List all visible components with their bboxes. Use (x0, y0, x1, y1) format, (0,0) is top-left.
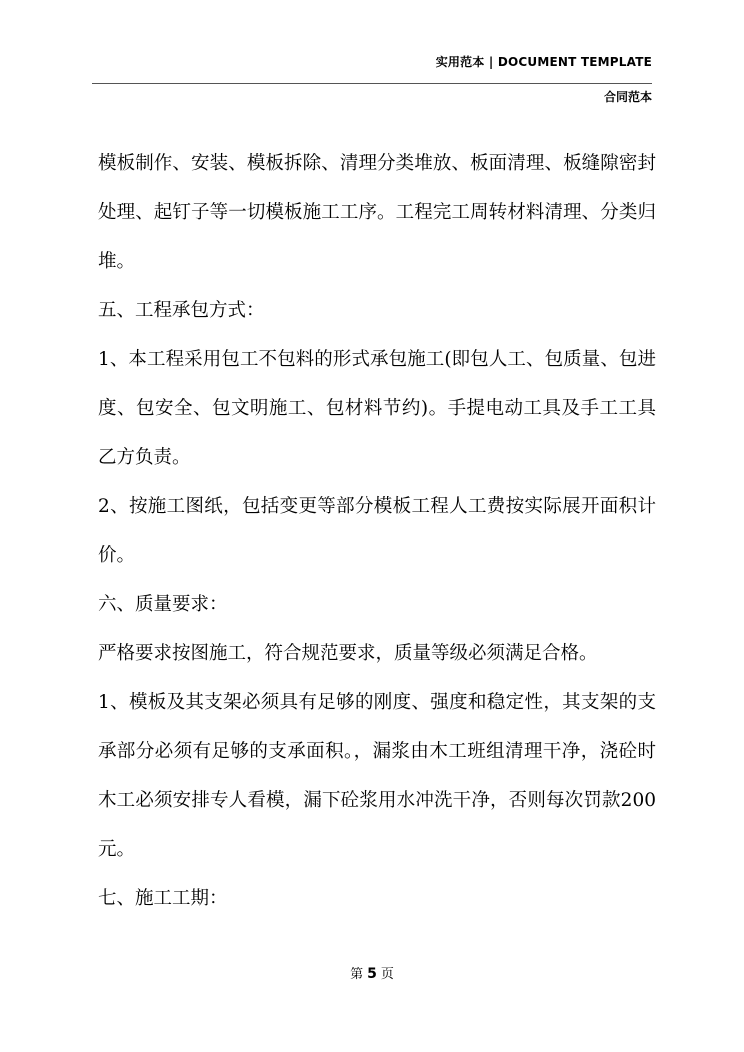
page-suffix: 页 (380, 967, 394, 982)
header-divider (92, 83, 652, 84)
section-heading: 七、施工工期： (98, 888, 228, 909)
page-prefix: 第 (350, 967, 364, 982)
body-paragraph: 模板制作、安装、模板拆除、清理分类堆放、板面清理、板缝隙密封处理、起钉子等一切模板施工工序。工程完工周转材料清理、分类归堆。 (98, 153, 656, 272)
header-title: 实用范本 | DOCUMENT TEMPLATE (435, 55, 652, 69)
document-body (98, 139, 656, 923)
section-heading: 五、工程承包方式： (98, 300, 265, 321)
body-paragraph: 严格要求按图施工，符合规范要求，质量等级必须满足合格。 (98, 643, 598, 664)
page-footer (0, 963, 744, 982)
body-paragraph: 1、模板及其支架必须具有足够的刚度、强度和稳定性，其支架的支承部分必须有足够的支承面积。，漏浆由木工班组清理干净，浇砼时木工必须安排专人看模，漏下砼浆用水冲洗干净，否则每次罚款200元。 (98, 692, 656, 860)
body-paragraph: 2、按施工图纸，包括变更等部分模板工程人工费按实际展开面积计价。 (98, 496, 656, 566)
body-paragraph: 1、本工程采用包工不包料的形式承包施工(即包人工、包质量、包进度、包安全、包文明施工、包材料节约)。手提电动工具及手工工具乙方负责。 (98, 349, 656, 468)
page-number: 5 (367, 966, 377, 982)
section-heading: 六、质量要求： (98, 594, 228, 615)
header-subtitle: 合同范本 (603, 90, 652, 104)
